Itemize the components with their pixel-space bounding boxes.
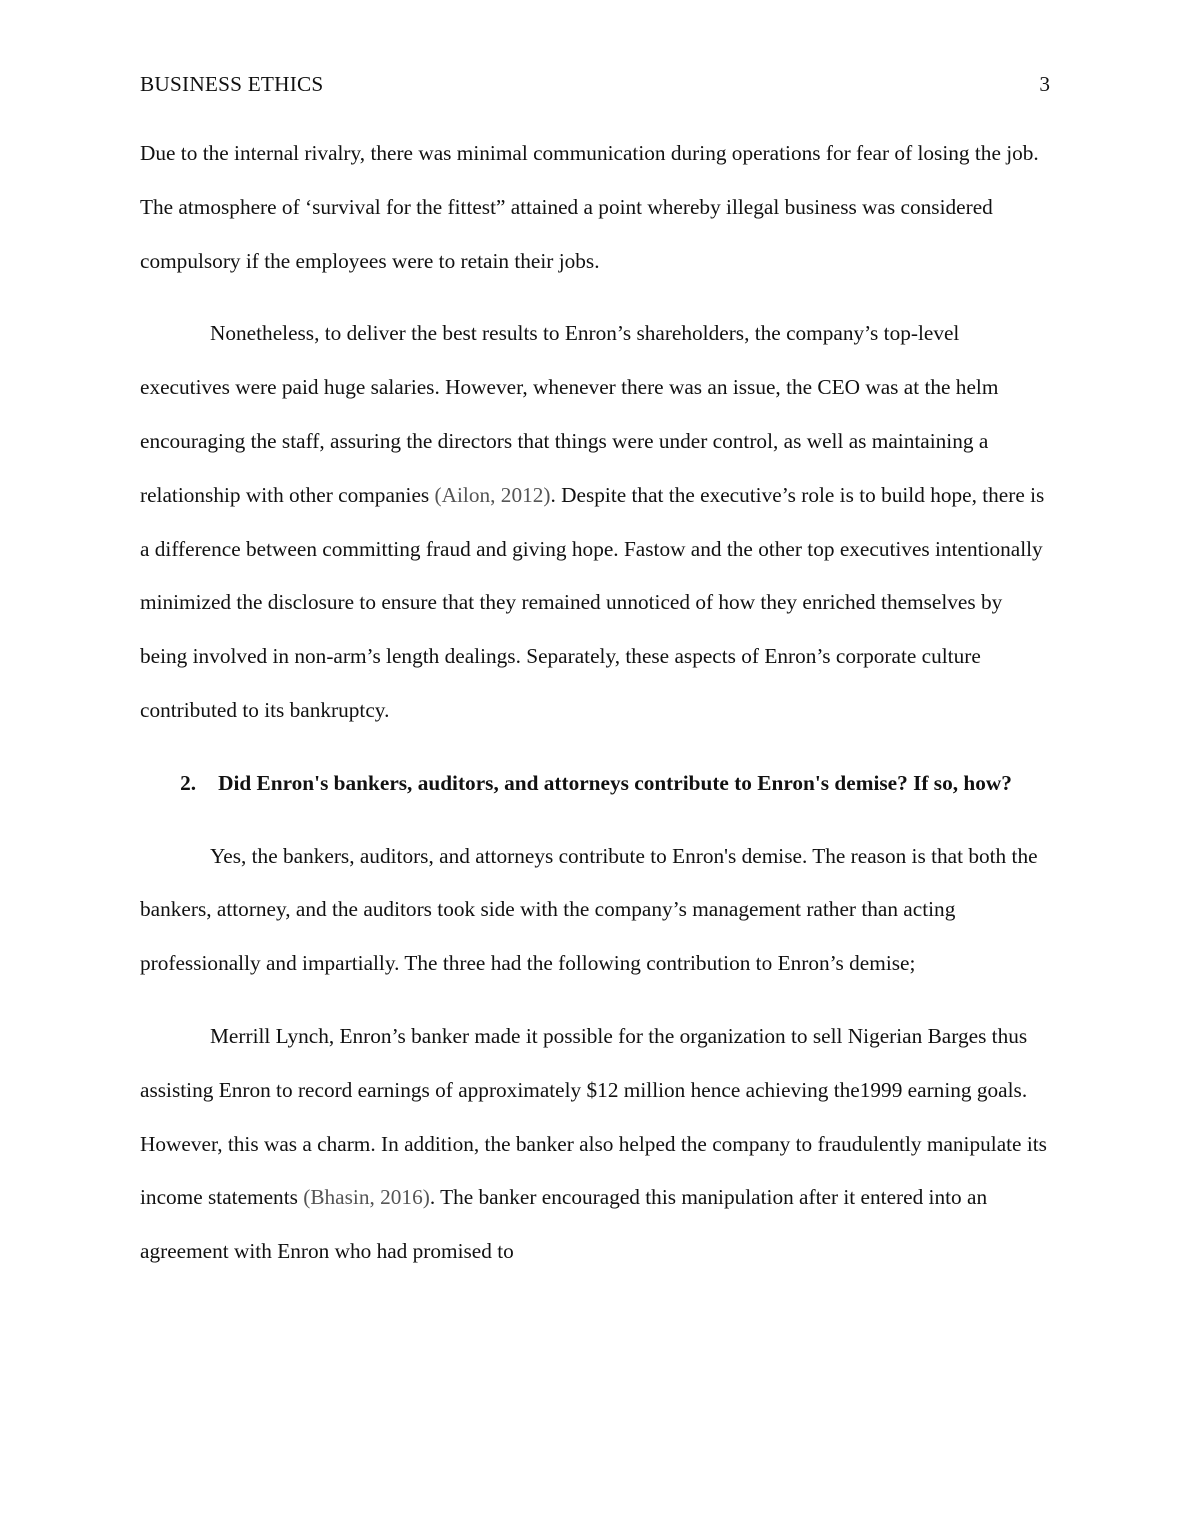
citation-bhasin: (Bhasin, 2016) [303, 1185, 430, 1210]
heading-text: Did Enron's bankers, auditors, and attorneys contribute to Enron's demise? If so, how? [218, 770, 1012, 795]
heading-number: 2. [180, 770, 197, 795]
section-heading [140, 757, 1052, 811]
page-header [140, 70, 1050, 98]
paragraph-text: Nonetheless, to deliver the best results to Enron’s shareholders, the company’s top-level executives were paid huge salaries. However, whenever there was an issue, the CEO was at the helm encouraging the staff, assuring the directors that things were under control, as well as maintaining a relationship with other companies [140, 321, 999, 507]
page-number: 3 [1039, 72, 1050, 96]
citation-ailon: (Ailon, 2012) [434, 482, 551, 507]
paragraph-executives [140, 307, 1052, 737]
running-head: BUSINESS ETHICS [140, 72, 324, 96]
paragraph-text: . Despite that the executive’s role is to build hope, there is a difference between committing fraud and giving hope. Fastow and the other top executives intentionally minimized the disclosure to ensure that they remained unnoticed of how they enriched themselves by being involved in non-arm’s length dealings. Separately, these aspects of Enron’s corporate culture contributed to its bankruptcy. [140, 482, 1045, 722]
paragraph-text: . The banker encouraged this manipulation after it entered into an agreement with Enron who had promised to [140, 1185, 988, 1264]
paragraph-continuation: Due to the internal rivalry, there was minimal communication during operations for fear of losing the job. The atmosphere of ‘survival for the fittest” attained a point whereby illegal business was considered compulsory if the employees were to retain their jobs. [140, 141, 1039, 273]
paragraph-text: Merrill Lynch, Enron’s banker made it possible for the organization to sell Nigerian Barges thus assisting Enron to record earnings of approximately $12 million hence achieving the1999 earning goals. However, this was a charm. In addition, the banker also helped the company to fraudulently manipulate its income statements [140, 1023, 1047, 1210]
paragraph-answer: Yes, the bankers, auditors, and attorneys contribute to Enron's demise. The reason is that both the bankers, attorney, and the auditors took side with the company’s management rather than acting professionally and impartially. The three had the following contribution to Enron’s demise; [140, 843, 1038, 976]
paragraph-merrill-lynch [140, 1010, 1052, 1279]
body-text [140, 127, 1052, 1279]
